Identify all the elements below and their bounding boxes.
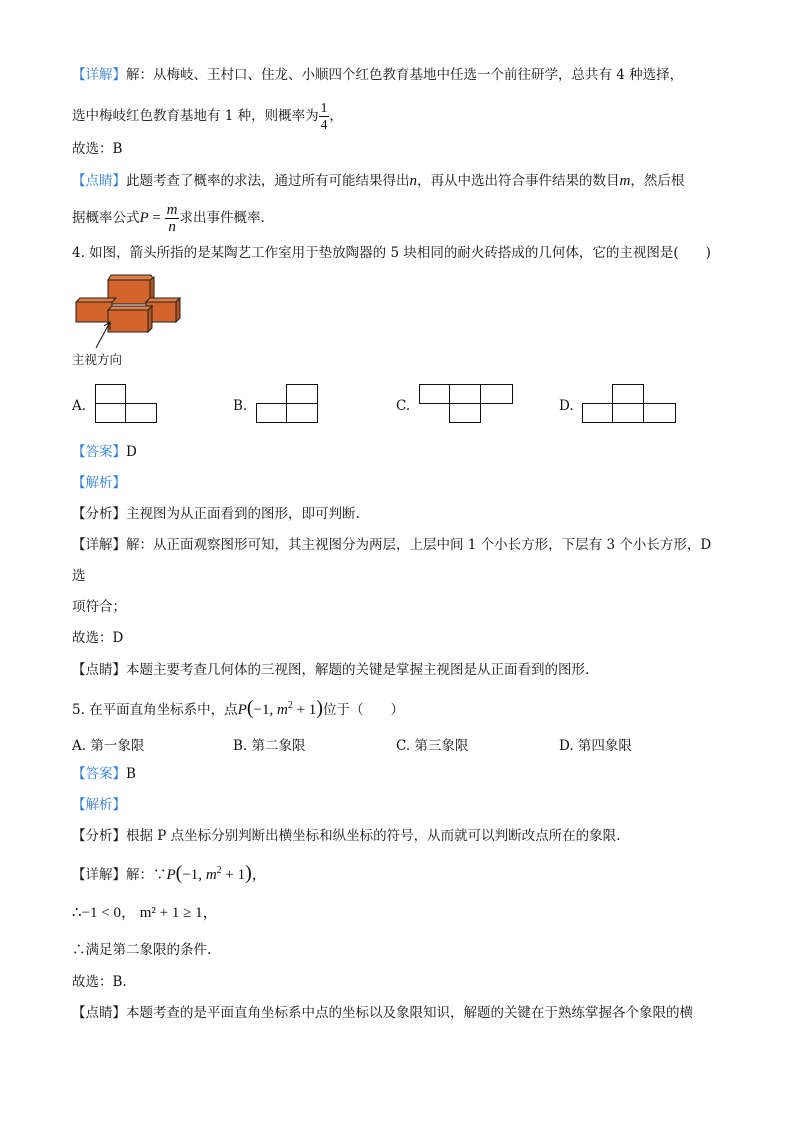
q5-option-a[interactable]: A. 第一象限 <box>72 738 145 754</box>
point-p-expression: P(−1, $m^2 + 1$) <box>237 697 323 719</box>
frac-num: 1 <box>320 100 328 115</box>
q4-analysis <box>72 505 360 523</box>
note2-text: 据概率公式 <box>72 210 140 226</box>
option-c-figure <box>419 384 515 424</box>
note-text: 本题考查的是平面直角坐标系中点的坐标以及象限知识，解题的关键在于熟练掌握各个象限的横 <box>126 1005 693 1021</box>
top-brick-top <box>108 275 154 280</box>
option-c-label: C. <box>396 398 411 414</box>
note-text-c: ，然后根 <box>630 173 685 189</box>
center-brick-top <box>108 306 152 310</box>
detail-comma: ， <box>329 108 343 124</box>
detail-line-2 <box>72 100 343 133</box>
fraction-m-over-n <box>165 202 180 235</box>
detail-tag: 【详解】 <box>72 67 126 83</box>
detail-text-2: 选中梅岐红色教育基地有 1 种，则概率为 <box>72 108 319 124</box>
var-n: n <box>409 173 417 189</box>
line-b-a: ∴−1 < 0， <box>72 905 136 921</box>
option-d-label: D. <box>559 398 574 414</box>
note-text: 本题主要考查几何体的三视图，解题的关键是掌握主视图是从正面看到的图形. <box>126 662 590 678</box>
answer-tag: 【答案】 <box>72 444 126 460</box>
option-b-label: B. <box>233 398 248 414</box>
q4-detail-1 <box>72 536 711 554</box>
var-p: P <box>139 210 149 226</box>
note-head: 【点睛】 <box>72 1005 126 1021</box>
q5-option-d[interactable]: D. 第四象限 <box>559 738 632 754</box>
option-c-grid <box>420 385 513 423</box>
option-a-grid <box>96 385 157 423</box>
q5-analysis-tag: 【解析】 <box>72 797 126 813</box>
q4-answer <box>72 443 137 461</box>
answer-line: 故选：B <box>72 141 123 157</box>
q5-line-b <box>72 904 218 922</box>
analysis-text: 根据 P 点坐标分别判断出横坐标和纵坐标的符号，从而就可以判断改点所在的象限. <box>126 828 621 844</box>
q5-note <box>72 1004 693 1022</box>
answer-tag: 【答案】 <box>72 766 126 782</box>
option-d-figure <box>582 384 678 424</box>
detail-head: 【详解】 <box>72 867 126 883</box>
left-brick-front <box>76 302 112 322</box>
q5-option-b[interactable]: B. 第二象限 <box>233 738 306 754</box>
detail-text: 解：从梅岐、王村口、住龙、小顺四个红色教育基地中任选一个前往研学，总共有 4 种选择， <box>126 67 684 83</box>
answer-value: D <box>126 444 137 460</box>
detail-text: 解：从正面观察图形可知，其主视图分为两层，上层中间 1 个小长方形，下层有 3 个小长方形，D <box>126 537 712 553</box>
q4-note <box>72 661 589 679</box>
analysis-text: 主视图为从正面看到的图形，即可判断. <box>126 506 360 522</box>
q4-option-b[interactable] <box>233 398 247 414</box>
note-text-b: ，再从中选出符合事件结果的数目 <box>417 173 620 189</box>
note-tag: 【点睛】 <box>72 173 126 189</box>
q5-stem-a: 5. 在平面直角坐标系中，点 <box>72 702 238 718</box>
q5-analysis <box>72 827 620 845</box>
view-direction-label: 主视方向 <box>72 352 123 367</box>
q5-stem-b: 位于（ ） <box>322 702 404 718</box>
brick-figure <box>72 272 187 352</box>
option-a-figure <box>95 384 159 424</box>
option-b-grid <box>257 385 318 423</box>
option-b-figure <box>256 384 320 424</box>
note-line-2 <box>72 202 265 235</box>
q5-line-c: ∴满足第二象限的条件. <box>72 942 212 958</box>
equals-sign: = <box>148 210 165 226</box>
detail-head: 【详解】 <box>72 537 126 553</box>
q4-detail-2: 选 <box>72 568 86 584</box>
q4-choose: 故选：D <box>72 630 124 646</box>
q4-option-a[interactable] <box>72 398 86 414</box>
detail-point-p: P(−1, $m^2 + 1$)， <box>166 862 267 884</box>
q4-option-c[interactable] <box>396 398 410 414</box>
view-arrow-line <box>96 322 110 348</box>
q4-detail-3: 项符合； <box>72 599 126 615</box>
detail-line-1 <box>72 66 683 84</box>
note-line-1 <box>72 172 684 190</box>
var-m: m <box>619 173 631 189</box>
note2-end: 求出事件概率. <box>179 210 265 226</box>
note-text: 此题考查了概率的求法，通过所有可能结果得出 <box>126 173 410 189</box>
right-brick-top <box>146 298 180 302</box>
frac-den: 4 <box>320 117 328 132</box>
analysis-head: 【分析】 <box>72 828 126 844</box>
frac-m: m <box>166 202 178 218</box>
q5-stem <box>72 695 404 721</box>
analysis-head: 【分析】 <box>72 506 126 522</box>
q4-stem: 4. 如图，箭头所指的是某陶艺工作室用于垫放陶器的 5 块相同的耐火砖搭成的几何体，它的主视图是( ) <box>72 245 711 261</box>
fraction-one-quarter <box>319 100 330 133</box>
q5-answer <box>72 765 136 783</box>
brick-figure-shapes <box>76 275 180 348</box>
q5-option-c[interactable]: C. 第三象限 <box>396 738 469 754</box>
note-head: 【点睛】 <box>72 662 126 678</box>
option-a-label: A. <box>72 398 87 414</box>
q4-analysis-tag: 【解析】 <box>72 475 126 491</box>
left-brick-top <box>76 298 116 302</box>
q5-detail <box>72 860 267 886</box>
frac-n: n <box>168 219 176 235</box>
option-d-grid <box>583 385 676 423</box>
line-b-b: m² + 1 ≥ 1， <box>139 905 218 921</box>
right-brick-side <box>176 298 180 322</box>
center-brick-side <box>148 306 152 332</box>
answer-value: B <box>126 766 136 782</box>
q5-choose: 故选：B. <box>72 974 127 990</box>
center-brick-front <box>108 310 148 332</box>
detail-text: 解：∵ <box>126 867 167 883</box>
q4-option-d[interactable] <box>559 398 574 414</box>
